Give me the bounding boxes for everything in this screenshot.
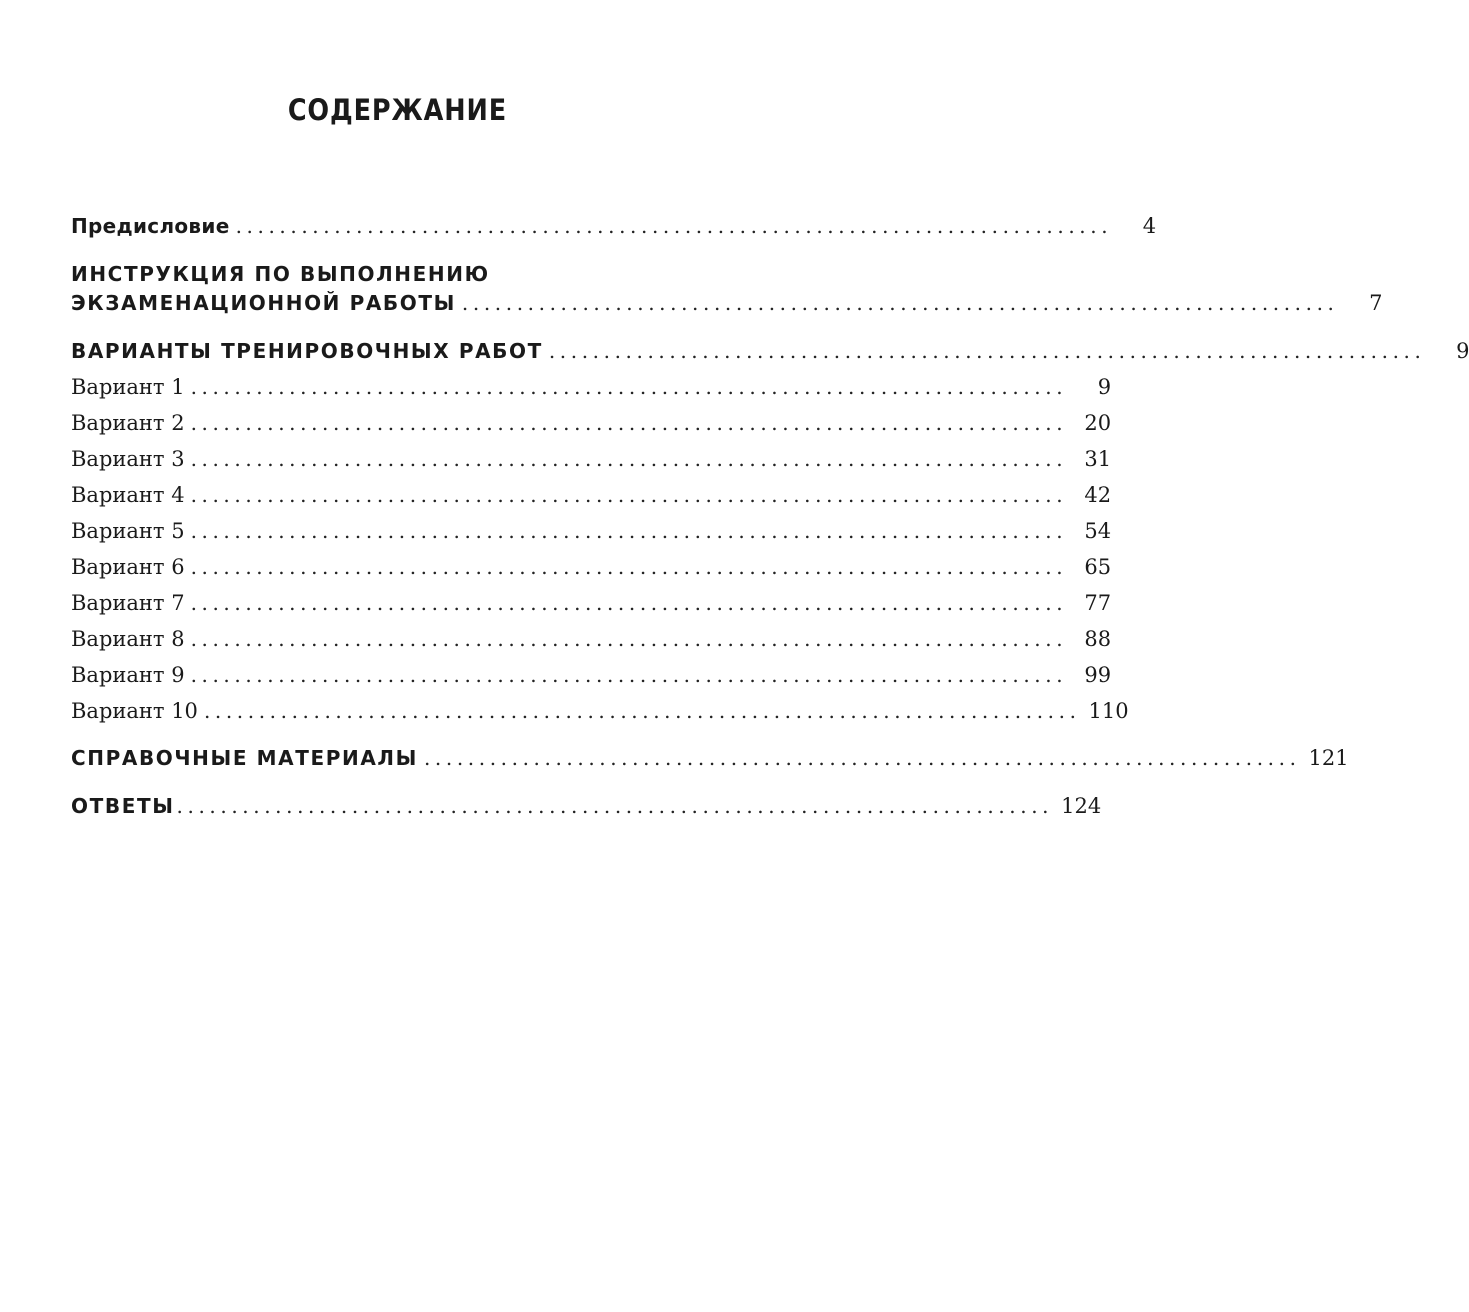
dot-leader: ................................................................................: [548, 339, 1426, 363]
toc-page-number: 31: [1084, 447, 1112, 471]
toc-entry-variant-9[interactable]: [71, 663, 1112, 693]
dot-leader: ................................................................................: [461, 291, 1339, 315]
dot-leader: ................................................................................: [203, 699, 1081, 723]
toc-page-number: 110: [1088, 699, 1129, 723]
toc-page-number: 99: [1084, 663, 1112, 687]
toc-entry-label: Предисловие: [71, 214, 230, 238]
dot-leader: ................................................................................: [190, 411, 1068, 435]
dot-leader: ................................................................................: [190, 555, 1068, 579]
toc-entry-label: Вариант 7: [71, 591, 185, 615]
toc-entry-answers[interactable]: [71, 794, 1102, 824]
toc-entry-label: Вариант 3: [71, 447, 185, 471]
toc-entry-label: Вариант 6: [71, 555, 185, 579]
dot-leader: ................................................................................: [190, 447, 1068, 471]
toc-page-number: 77: [1084, 591, 1112, 615]
dot-leader: ................................................................................: [423, 746, 1301, 770]
toc-page-number: 4: [1142, 214, 1157, 238]
toc-entry-variant-10[interactable]: [71, 699, 1129, 729]
dot-leader: ................................................................................: [190, 375, 1068, 399]
toc-page-number: 20: [1084, 411, 1112, 435]
toc-page-number: 54: [1084, 519, 1112, 543]
toc-entry-label-line1: ИНСТРУКЦИЯ ПО ВЫПОЛНЕНИЮ: [71, 262, 490, 286]
dot-leader: ................................................................................: [190, 591, 1068, 615]
toc-entry-variant-2[interactable]: [71, 411, 1112, 441]
toc-entry-label: СПРАВОЧНЫЕ МАТЕРИАЛЫ: [71, 746, 418, 770]
toc-entry-variant-6[interactable]: [71, 555, 1112, 585]
toc-entry-variant-8[interactable]: [71, 627, 1112, 657]
toc-entry-variant-7[interactable]: [71, 591, 1112, 621]
toc-entry-label: ЭКЗАМЕНАЦИОННОЙ РАБОТЫ: [71, 291, 456, 315]
dot-leader: ................................................................................: [190, 663, 1068, 687]
toc-page-number: 9: [1456, 339, 1469, 363]
toc-page-number: 42: [1084, 483, 1112, 507]
toc-entry-instructions[interactable]: [71, 291, 1383, 321]
toc-title: СОДЕРЖАНИЕ: [287, 93, 508, 127]
dot-leader: ................................................................................: [176, 794, 1054, 818]
toc-page-number: 9: [1097, 375, 1112, 399]
toc-page-number: 124: [1061, 794, 1102, 818]
toc-page-number: 65: [1084, 555, 1112, 579]
toc-entry-label: Вариант 1: [71, 375, 185, 399]
dot-leader: ................................................................................: [190, 519, 1068, 543]
dot-leader: ................................................................................: [190, 483, 1068, 507]
toc-entry-label: Вариант 5: [71, 519, 185, 543]
toc-entry-label: Вариант 9: [71, 663, 185, 687]
dot-leader: ................................................................................: [235, 214, 1113, 238]
toc-entry-label: Вариант 2: [71, 411, 185, 435]
toc-page-number: 121: [1308, 746, 1349, 770]
toc-entry-label: ОТВЕТЫ: [71, 794, 175, 818]
toc-entry-training-variants[interactable]: [71, 339, 1469, 369]
toc-page-number: 88: [1084, 627, 1112, 651]
toc-entry-label: Вариант 8: [71, 627, 185, 651]
toc-entry-reference-materials[interactable]: [71, 746, 1349, 776]
toc-entry-label: Вариант 10: [71, 699, 198, 723]
toc-entry-preface[interactable]: [71, 214, 1157, 244]
toc-entry-variant-4[interactable]: [71, 483, 1112, 513]
dot-leader: ................................................................................: [190, 627, 1068, 651]
toc-entry-variant-3[interactable]: [71, 447, 1112, 477]
toc-entry-label: Вариант 4: [71, 483, 185, 507]
toc-entry-variant-1[interactable]: [71, 375, 1112, 405]
toc-page-number: 7: [1369, 291, 1383, 315]
toc-entry-variant-5[interactable]: [71, 519, 1112, 549]
toc-entry-label: ВАРИАНТЫ ТРЕНИРОВОЧНЫХ РАБОТ: [71, 339, 543, 363]
